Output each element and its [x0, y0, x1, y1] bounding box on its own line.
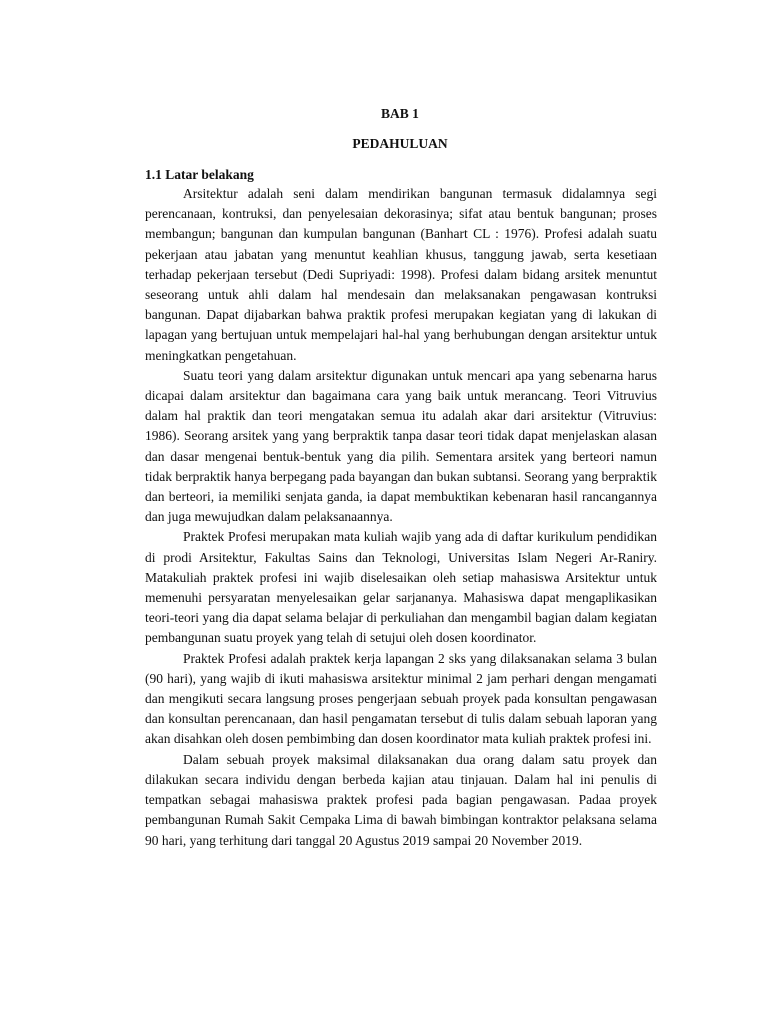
- chapter-number: BAB 1: [381, 106, 419, 121]
- section-heading: 1.1 Latar belakang: [145, 167, 254, 182]
- paragraph: Arsitektur adalah seni dalam mendirikan bangunan termasuk didalamnya segi perencanaan, kontruksi, dan penyelesaian dekorasinya; sifat atau bentuk bangunan; proses membangun; bangunan dan kumpulan bangunan (Banhart CL : 1976). Profesi adalah suatu pekerjaan atau jabatan yang menuntut keahlian khusus, tanggung jawab, serta kesetiaan terhadap pekerjaan tersebut (Dedi Supriyadi: 1998). Profesi dalam bidang arsitek menuntut seseorang untuk ahli dalam hal mendesain dan melaksanakan pengawasan kontruksi bangunan. Dapat dijabarkan bahwa praktik profesi merupakan kegiatan yang di lakukan di lapagan yang bertujuan untuk mempelajari hal-hal yang berhubungan dengan arsitektur untuk meningkatkan pengetahuan.: [145, 186, 657, 363]
- chapter-title: PEDAHULUAN: [352, 136, 448, 151]
- section-latar-belakang: [145, 165, 657, 851]
- paragraph: Dalam sebuah proyek maksimal dilaksanakan dua orang dalam satu proyek dan dilakukan secara individu dengan berbeda kajian atau tinjauan. Dalam hal ini penulis di tempatkan sebagai mahasiswa praktek profesi pada bagian pengawasan. Padaa proyek pembangunan Rumah Sakit Cempaka Lima di bawah bimbingan kontraktor pelaksana selama 90 hari, yang terhitung dari tanggal 20 Agustus 2019 sampai 20 November 2019.: [145, 751, 657, 848]
- paragraph: Praktek Profesi adalah praktek kerja lapangan 2 sks yang dilaksanakan selama 3 bulan (90 hari), yang wajib di ikuti mahasiswa arsitektur minimal 2 jam perhari dengan mengamati dan mengikuti secara langsung proses pengerjaan sebuah proyek pada konsultan pengawasan dan konsultan perencanaan, dan hasil pengamatan tersebut di tulis dalam sebuah laporan yang akan disahkan oleh dosen pembimbing dan dosen koordinator mata kuliah praktek profesi ini.: [145, 650, 657, 747]
- paragraph: Suatu teori yang dalam arsitektur digunakan untuk mencari apa yang sebenarna harus dicapai dalam arsitektur dan bagaimana cara yang baik untuk merancang. Teori Vitruvius dalam hal praktik dan teori mengatakan semua itu adalah akar dari arsitektur (Vitruvius: 1986). Seorang arsitek yang yang berpraktik tanpa dasar teori tidak dapat menjelaskan alasan dan dasar mengenai bentuk-bentuk yang dia pilih. Sementara arsitek yang berteori namun tidak berpraktik hanya berpegang pada bayangan dan bukan subtansi. Seorang yang berpraktik dan berteori, ia memiliki senjata ganda, ia dapat membuktikan kebenaran hasil rancangannya dan juga mewujudkan dalam pelaksanaannya.: [145, 367, 657, 525]
- paragraph: Praktek Profesi merupakan mata kuliah wajib yang ada di daftar kurikulum pendidikan di prodi Arsitektur, Fakultas Sains dan Teknologi, Universitas Islam Negeri Ar-Raniry. Matakuliah praktek profesi ini wajib diselesaikan oleh setiap mahasiswa Arsitektur untuk memenuhi persyaratan menyelesaikan gelar sarjananya. Mahasiswa dapat mengaplikasikan teori-teori yang dia dapat selama belajar di perkuliahan dan mengambil bagian dalam kegiatan pembangunan suatu proyek yang telah di setujui oleh dosen koordinator.: [145, 529, 657, 646]
